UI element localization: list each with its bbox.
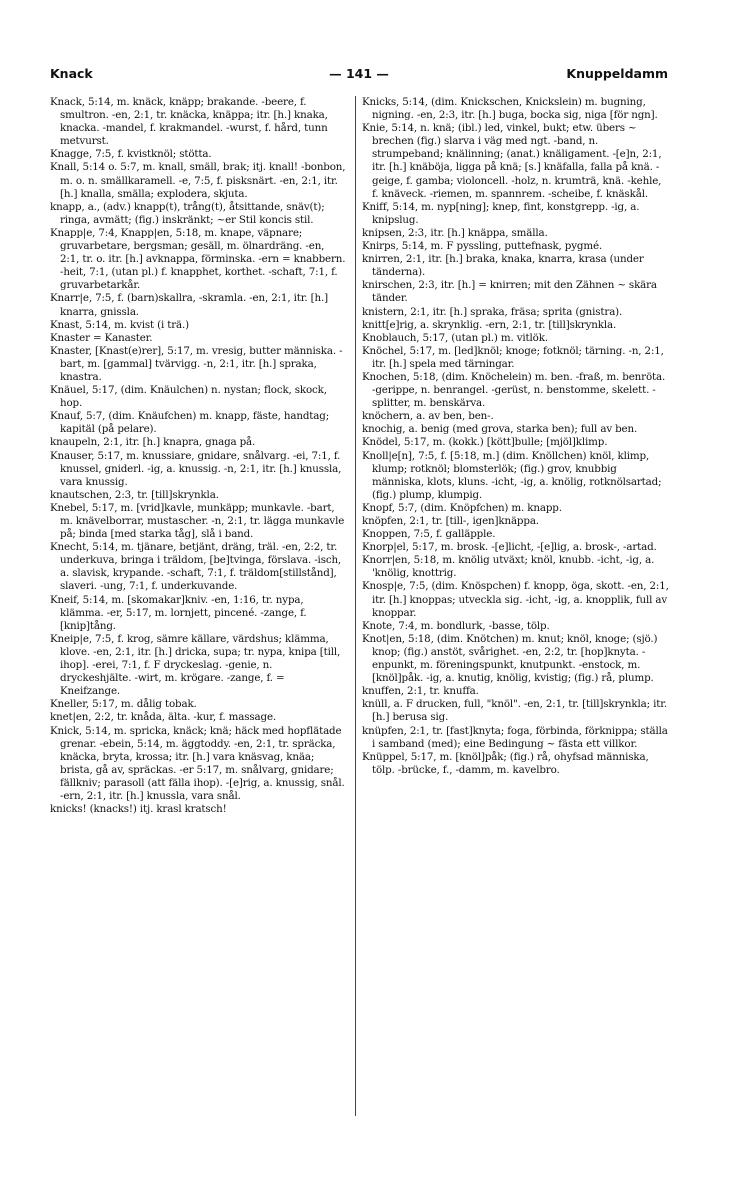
dictionary-entry: Knorp|el, 5:17, m. brosk. -[e]licht, -[e]lig, a. brosk-, -artad. <box>362 541 657 554</box>
dictionary-entry: knirschen, 2:3, itr. [h.] = knirren; mit den Zähnen ~ skära tänder. <box>362 279 657 305</box>
dictionary-entry: Knopf, 5:7, (dim. Knöpfchen) m. knapp. <box>362 501 562 514</box>
dictionary-entry: Knagge, 7:5, f. kvistknöl; stötta. <box>50 148 212 161</box>
dictionary-entry: knapp, a., (adv.) knapp(t), trång(t), åtsittande, snäv(t); ringa, avmätt; (fig.) inskränkt; ~er Stil koncis stil. <box>50 200 325 226</box>
dictionary-entry: Knack, 5:14, m. knäck, knäpp; brakande. -beere, f. smultron. -en, 2:1, tr. knäcka, knäppa; itr. [h.] knaka, knacka. -mandel, f. krakmandel. -wurst, f. hård, tunn metvurst. <box>50 96 328 148</box>
dictionary-entry: Knöchel, 5:17, m. [led]knöl; knoge; fotknöl; tärning. -n, 2:1, itr. [h.] spela med tärningar. <box>362 344 664 370</box>
dictionary-entry: Knosp|e, 7:5, (dim. Knöspchen) f. knopp, öga, skott. -en, 2:1, itr. [h.] knoppas; utveckla sig. -icht, -ig, a. knopplik, full av knoppar. <box>362 580 669 619</box>
dictionary-entry: knicks! (knacks!) itj. krasl kratsch! <box>50 803 227 816</box>
dictionary-entry: Knödel, 5:17, m. (kokk.) [kött]bulle; [mjöl]klimp. <box>362 436 608 449</box>
header-first-word: Knack <box>50 66 93 81</box>
dictionary-entry: Knochen, 5:18, (dim. Knöchelein) m. ben. -fraß, m. benröta. -gerippe, n. benrangel. -gerüst, n. benstomme, skelett. -splitter, m. benskärva. <box>362 370 666 410</box>
header-last-word: Knuppeldamm <box>566 66 668 81</box>
dictionary-entry: Knote, 7:4, m. bondlurk, -basse, tölp. <box>362 619 550 632</box>
dictionary-entry: Knorr|en, 5:18, m. knölig utväxt; knöl, knubb. -icht, -ig, a. 'knölig, knottrig. <box>362 554 655 580</box>
dictionary-entry: knüll, a. F drucken, full, "knöl". -en, 2:1, tr. [till]skrynkla; itr. [h.] berusa sig. <box>362 698 667 724</box>
dictionary-entry: knet|en, 2:2, tr. knåda, älta. -kur, f. massage. <box>50 711 277 724</box>
dictionary-entry: Knaster = Kanaster. <box>50 331 153 344</box>
dictionary-entry: Kneller, 5:17, m. dålig tobak. <box>50 698 197 711</box>
right-column <box>362 96 670 777</box>
left-column <box>50 96 346 816</box>
dictionary-entry: Kneif, 5:14, m. [skomakar]kniv. -en, 1:16, tr. nypa, klämma. -er, 5:17, m. lornjett, pincené. -zange, f. [knip]tång. <box>50 593 307 632</box>
dictionary-entry: Knaster, [Knast(e)rer], 5:17, m. vresig, butter människa. -bart, m. [gammal] tvärvigg. -n, 2:1, itr. [h.] spraka, knastra. <box>50 344 343 383</box>
running-header <box>50 66 668 84</box>
dictionary-entry: Knick, 5:14, m. spricka, knäck; knä; häck med hopflätade grenar. -ebein, 5:14, m. äggtoddy. -en, 2:1, tr. spräcka, knäcka, bryta, krossa; itr. [h.] vara knäsvag, knäa; brista, gå av, spräckas. -er 5:17, m. snålvarg, gnidare; fällkniv; parasoll (att fälla ihop). -[e]rig, a. knussig, snål. -ern, 2:1, itr. [h.] knussla, vara snål. <box>50 724 345 802</box>
dictionary-entry: Kneip|e, 7:5, f. krog, sämre källare, värdshus; klämma, klove. -en, 2:1, itr. [h.] dricka, supa; tr. nypa, knipa [till, ihop]. -erei, 7:1, f. F dryckeslag. -genie, n. dryckeshjälte. -wirt, m. krögare. -zange, f. = Kneifzange. <box>50 632 341 698</box>
dictionary-entry: Knebel, 5:17, m. [vrid]kavle, munkäpp; munkavle. -bart, m. knävelborrar, mustascher. -n, 2:1, tr. lägga munkavle på; binda [med starka tåg], slå i band. <box>50 501 345 541</box>
dictionary-entry: Knauser, 5:17, m. knussiare, gnidare, snålvarg. -ei, 7:1, f. knussel, gniderl. -ig, a. knussig. -n, 2:1, itr. [h.] knussla, vara knussig. <box>50 449 342 488</box>
dictionary-entry: knochig, a. benig (med grova, starka ben); full av ben. <box>362 423 638 436</box>
dictionary-entry: Knirps, 5:14, m. F pyssling, puttefnask, pygmé. <box>362 240 603 253</box>
dictionary-entry: knirren, 2:1, itr. [h.] braka, knaka, knarra, krasa (under tänderna). <box>362 253 644 279</box>
dictionary-entry: Knapp|e, 7:4, Knapp|en, 5:18, m. knape, väpnare; gruvarbetare, bergsman; gesäll, m. ölnardräng. -en, 2:1, tr. o. itr. [h.] avknappa, förminska. -ern = knabbern. -heit, 7:1, (utan pl.) f. knapphet, korthet. -schaft, 7:1, f. gruvarbetarkår. <box>50 226 346 292</box>
dictionary-entry: Knall, 5:14 o. 5:7, m. knall, smäll, brak; itj. knall! -bonbon, m. o. n. smällkaramell. -e, 7:5, f. pisksnärt. -en, 2:1, itr. [h.] knalla, smälla; explodera, skjuta. <box>50 161 346 200</box>
dictionary-entry: Knecht, 5:14, m. tjänare, betjänt, dräng, träl. -en, 2:2, tr. underkuva, bringa i träldom, [be]tvinga, förslava. -isch, a. slavisk, krypande. -schaft, 7:1, f. träldom[stillstånd], slaveri. -ung, 7:1, f. underkuvande. <box>50 541 342 593</box>
dictionary-entry: knautschen, 2:3, tr. [till]skrynkla. <box>50 488 219 501</box>
dictionary-entry: knitt[e]rig, a. skrynklig. -ern, 2:1, tr. [till]skrynkla. <box>362 318 617 331</box>
dictionary-entry: Knot|en, 5:18, (dim. Knötchen) m. knut; knöl, knoge; (sjö.) knop; (fig.) anstöt, svårighet. -en, 2:2, tr. [hop]knyta. -enpunkt, m. föreningspunkt, knutpunkt. -enstock, m. [knöl]påk. -ig, a. knutig, knölig, kvistig; (fig.) rå, plump. <box>362 632 658 685</box>
column-divider <box>355 96 356 1116</box>
page-number: — 141 — <box>329 66 389 81</box>
dictionary-entry: Knäuel, 5:17, (dim. Knäulchen) n. nystan; flock, skock, hop. <box>50 384 327 410</box>
dictionary-entry: Knicks, 5:14, (dim. Knickschen, Knickslein) m. bugning, nigning. -en, 2:3, itr. [h.] buga, bocka sig, niga [för ngn]. <box>362 96 658 122</box>
dictionary-entry: knipsen, 2:3, itr. [h.] knäppa, smälla. <box>362 226 548 239</box>
dictionary-entry: Knauf, 5:7, (dim. Knäufchen) m. knapp, fäste, handtag; kapitäl (på pelare). <box>50 410 330 436</box>
dictionary-entry: Kniff, 5:14, m. nyp[ning]; knep, fint, konstgrepp. -ig, a. knipslug. <box>362 200 640 226</box>
dictionary-entry: Knoll|e[n], 7:5, f. [5:18, m.] (dim. Knöllchen) knöl, klimp, klump; rotknöl; blomsterlök; (fig.) grov, knubbig människa, klots, kluns. -icht, -ig, a. knölig, rotknölsartad; (fig.) plump, klumpig. <box>362 449 662 501</box>
dictionary-entry: knistern, 2:1, itr. [h.] spraka, fräsa; sprita (gnistra). <box>362 305 623 318</box>
dictionary-entry: Knie, 5:14, n. knä; (ibl.) led, vinkel, bukt; etw. übers ~ brechen (fig.) slarva i väg med ngt. -band, n. strumpeband; knälinning; (anat.) knäligament. -[e]n, 2:1, itr. [h.] knäböja, ligga på knä; [s.] knäfalla, falla på knä. -geige, f. gamba; violoncell. -holz, n. krumträ, knä. -kehle, f. knäveck. -riemen, m. spannrem. -scheibe, f. knäskål. <box>362 122 662 200</box>
dictionary-entry: knaupeln, 2:1, itr. [h.] knapra, gnaga på. <box>50 436 256 449</box>
dictionary-entry: knöpfen, 2:1, tr. [till-, igen]knäppa. <box>362 515 539 527</box>
dictionary-entry: Knoppen, 7:5, f. galläpple. <box>362 528 496 541</box>
dictionary-entry: knöchern, a. av ben, ben-. <box>362 410 494 423</box>
dictionary-entry: Knoblauch, 5:17, (utan pl.) m. vitlök. <box>362 331 548 344</box>
dictionary-entry: knüpfen, 2:1, tr. [fast]knyta; foga, förbinda, förknippa; ställa i samband (med); eine Bedingung ~ fästa ett villkor. <box>362 724 668 750</box>
dictionary-entry: Knüppel, 5:17, m. [knöl]påk; (fig.) rå, ohyfsad människa, tölp. -brücke, f., -damm, m. kavelbro. <box>362 750 649 776</box>
dictionary-entry: Knarr|e, 7:5, f. (barn)skallra, -skramla. -en, 2:1, itr. [h.] knarra, gnissla. <box>50 292 328 318</box>
dictionary-entry: Knast, 5:14, m. kvist (i trä.) <box>50 318 190 331</box>
dictionary-entry: knuffen, 2:1, tr. knuffa. <box>362 685 479 698</box>
